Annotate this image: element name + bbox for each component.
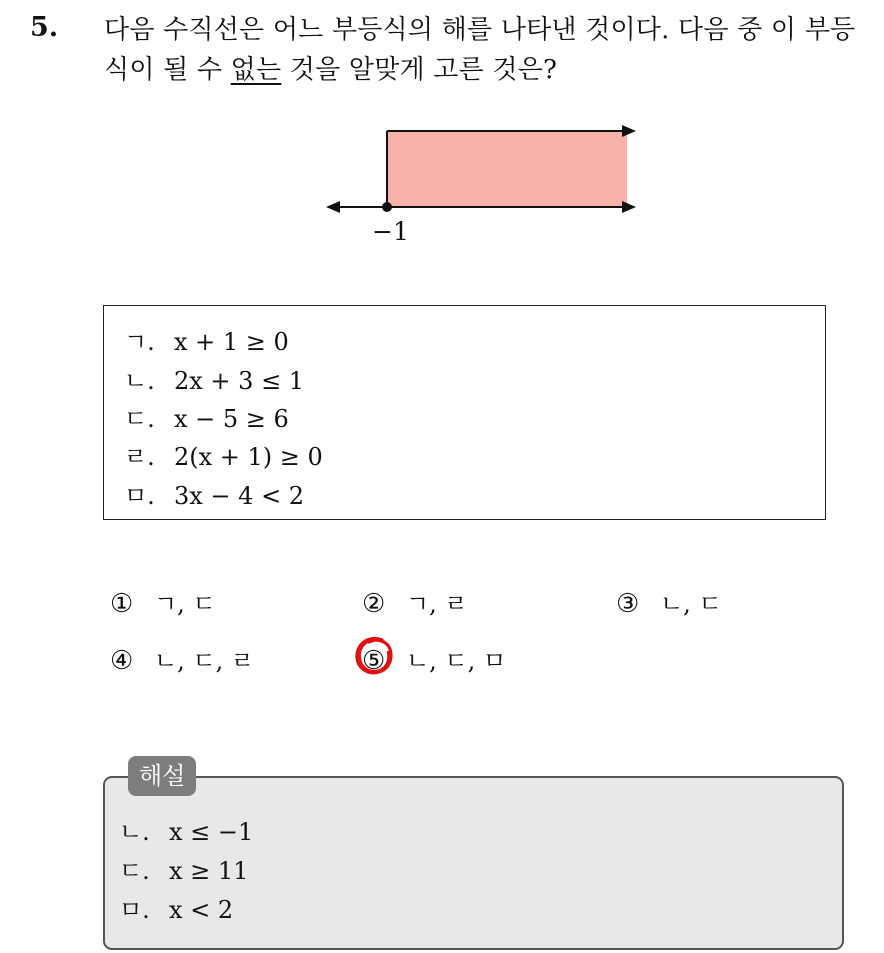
ray-arrowhead bbox=[622, 125, 636, 137]
option-expression: x + 1 ≥ 0 bbox=[174, 328, 289, 356]
choice-1[interactable] bbox=[110, 584, 216, 619]
choice-number: ② bbox=[362, 589, 386, 619]
question-text-underlined: 없는 bbox=[230, 55, 282, 85]
option-expression: 2x + 3 ≤ 1 bbox=[174, 367, 305, 395]
choice-text: ㄴ, ㄷ, ㅁ bbox=[406, 647, 507, 675]
option-item bbox=[124, 437, 323, 472]
closed-point bbox=[382, 202, 392, 212]
choice-3[interactable] bbox=[616, 584, 722, 619]
number-line-diagram bbox=[0, 0, 884, 260]
option-expression: x − 5 ≥ 6 bbox=[174, 405, 289, 433]
choice-number: ⑤ bbox=[362, 646, 386, 676]
inequality-options-box bbox=[103, 305, 826, 520]
option-expression: 3x − 4 < 2 bbox=[174, 482, 305, 510]
option-item bbox=[124, 399, 289, 434]
question-text-part1: 다음 수직선은 어느 부등식의 해를 나타낸 것이다. 다음 중 이 부등식이 될 수 bbox=[104, 15, 856, 85]
choice-2[interactable] bbox=[362, 584, 468, 619]
option-item bbox=[124, 361, 304, 396]
axis-left-arrowhead bbox=[326, 201, 340, 213]
option-expression: 2(x + 1) ≥ 0 bbox=[174, 443, 323, 471]
solution-key: ㄷ. bbox=[119, 857, 150, 885]
choice-text: ㄱ, ㄹ bbox=[406, 590, 468, 618]
choice-number: ① bbox=[110, 589, 134, 619]
choice-4[interactable] bbox=[110, 641, 254, 676]
solution-expression: x ≥ 11 bbox=[169, 857, 249, 885]
point-label: −1 bbox=[372, 217, 409, 246]
choice-text: ㄴ, ㄷ, ㄹ bbox=[154, 647, 255, 675]
question-number: 5. bbox=[30, 12, 59, 43]
solution-box bbox=[103, 776, 844, 950]
solution-key: ㅁ. bbox=[119, 896, 150, 924]
option-key: ㄹ. bbox=[124, 443, 155, 471]
solution-shaded-region bbox=[387, 131, 627, 207]
solution-expression: x ≤ −1 bbox=[169, 818, 254, 846]
answer-mark-circle bbox=[352, 634, 396, 678]
option-key: ㄴ. bbox=[124, 367, 155, 395]
axis-right-arrowhead bbox=[622, 201, 636, 213]
solution-item bbox=[119, 812, 253, 847]
option-item bbox=[124, 322, 289, 357]
choice-text: ㄴ, ㄷ bbox=[660, 590, 722, 618]
choice-text: ㄱ, ㄷ bbox=[154, 590, 216, 618]
choice-number: ③ bbox=[616, 589, 640, 619]
solution-expression: x < 2 bbox=[169, 896, 234, 924]
option-key: ㄱ. bbox=[124, 328, 155, 356]
option-item bbox=[124, 476, 304, 511]
solution-key: ㄴ. bbox=[119, 818, 150, 846]
choice-number: ④ bbox=[110, 646, 134, 676]
option-key: ㅁ. bbox=[124, 482, 155, 510]
solution-tab-label: 해설 bbox=[128, 756, 196, 796]
question-text-part2: 것을 알맞게 고른 것은? bbox=[281, 55, 558, 85]
solution-item bbox=[119, 851, 248, 886]
solution-item bbox=[119, 890, 233, 925]
option-key: ㄷ. bbox=[124, 405, 155, 433]
